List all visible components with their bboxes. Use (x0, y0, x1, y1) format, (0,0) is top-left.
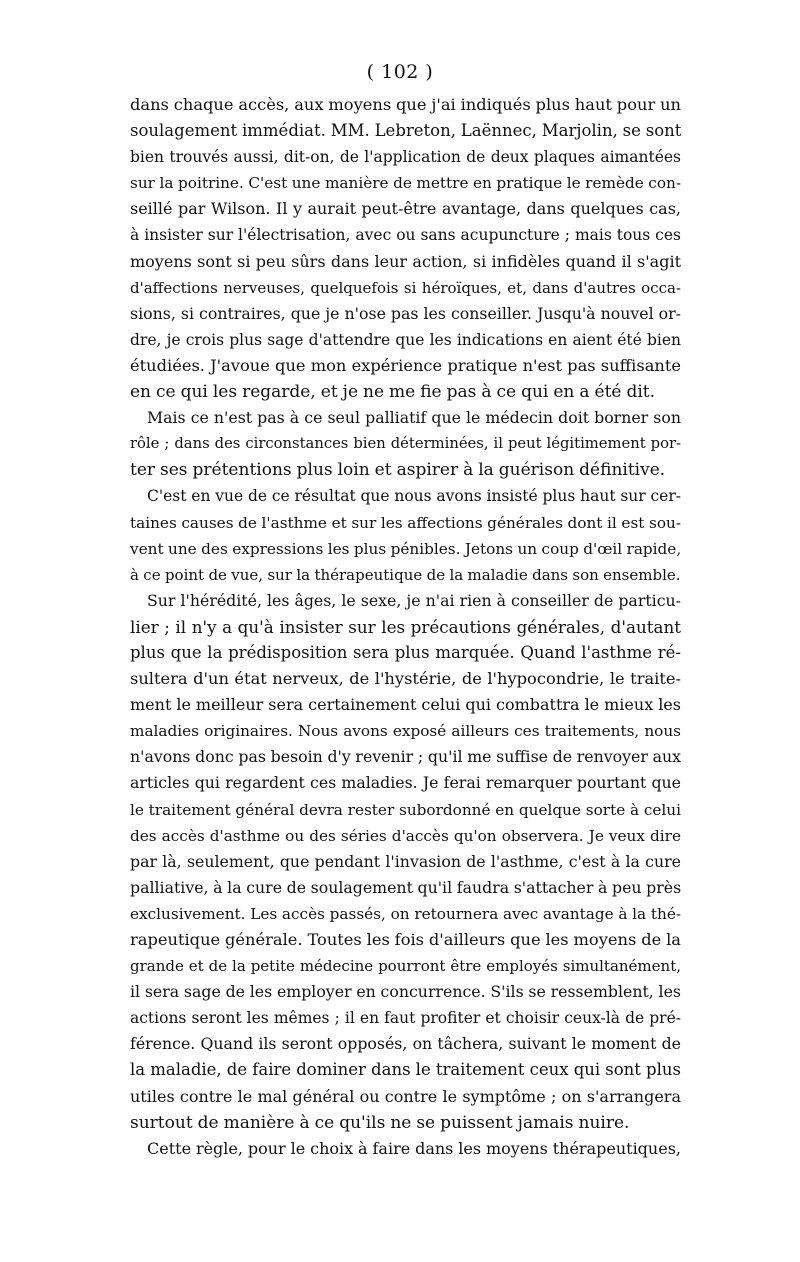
text-line: actions seront les mêmes ; il en faut profiter et choisir ceux-là de pré- (130, 1009, 681, 1028)
text-line: d'affections nerveuses, quelquefois si héroïques, et, dans d'autres occa- (130, 278, 681, 297)
text-line: sultera d'un état nerveux, de l'hystérie, de l'hypocondrie, le traite- (130, 669, 681, 689)
text-line: férence. Quand ils seront opposés, on tâchera, suivant le moment de (130, 1034, 681, 1054)
text-line: le traitement général devra rester subordonné en quelque sorte à celui (130, 800, 681, 819)
text-line: Sur l'hérédité, les âges, le sexe, je n'ai rien à conseiller de particu- (147, 590, 681, 610)
text-line: étudiées. J'avoue que mon expérience pratique n'est pas suffisante (130, 355, 681, 375)
text-line: dre, je crois plus sage d'attendre que les indications en aient été bien (130, 330, 681, 349)
text-line: en ce qui les regarde, et je ne me fie pas à ce qui en a été dit. (130, 382, 656, 403)
text-line: la maladie, de faire dominer dans le traitement ceux qui sont plus (130, 1060, 681, 1080)
text-line: Cette règle, pour le choix à faire dans les moyens thérapeutiques, (147, 1138, 681, 1158)
text-line: surtout de manière à ce qu'ils ne se puissent jamais nuire. (130, 1112, 630, 1133)
text-line: n'avons donc pas besoin d'y revenir ; qu'il me suffise de renvoyer aux (130, 747, 681, 767)
text-line: seillé par Wilson. Il y aurait peut-être avantage, dans quelques cas, (130, 199, 681, 219)
text-line: maladies originaires. Nous avons exposé ailleurs ces traitements, nous (130, 722, 681, 741)
text-line: rapeutique générale. Toutes les fois d'ailleurs que les moyens de la (130, 930, 681, 949)
text-line: ment le meilleur sera certainement celui qui combattra le mieux les (130, 695, 681, 715)
text-line: palliative, à la cure de soulagement qu'il faudra s'attacher à peu près (130, 877, 681, 897)
text-line: Mais ce n'est pas à ce seul palliatif que le médecin doit borner son (147, 408, 681, 428)
text-line: moyens sont si peu sûrs dans leur action, si infidèles quand il s'agit (130, 251, 681, 271)
body-text (130, 92, 681, 1162)
text-line: soulagement immédiat. MM. Lebreton, Laënnec, Marjolin, se sont (130, 121, 681, 141)
text-line: plus que la prédisposition sera plus marquée. Quand l'asthme ré- (130, 642, 681, 662)
text-line: dans chaque accès, aux moyens que j'ai indiqués plus haut pour un (130, 95, 681, 114)
text-line: sur la poitrine. C'est une manière de mettre en pratique le remède con- (130, 174, 681, 193)
text-line: à ce point de vue, sur la thérapeutique de la maladie dans son ensemble. (130, 565, 681, 584)
text-line: vent une des expressions les plus pénibles. Jetons un coup d'œil rapide, (130, 539, 681, 558)
text-line: articles qui regardent ces maladies. Je ferai remarquer pourtant que (130, 773, 681, 793)
text-line: sions, si contraires, que je n'ose pas les conseiller. Jusqu'à nouvel or- (130, 303, 681, 323)
text-line: rôle ; dans des circonstances bien déterminées, il peut légitimement por- (130, 435, 681, 453)
text-line: lier ; il n'y a qu'à insister sur les précautions générales, d'autant (130, 616, 681, 637)
text-line: exclusivement. Les accès passés, on retournera avec avantage à la thé- (130, 904, 681, 923)
text-line: C'est en vue de ce résultat que nous avons insisté plus haut sur cer- (147, 487, 681, 506)
text-line: taines causes de l'asthme et sur les affections générales dont il est sou- (130, 513, 681, 532)
text-line: utiles contre le mal général ou contre le symptôme ; on s'arrangera (130, 1086, 681, 1106)
text-line: grande et de la petite médecine pourront être employés simultanément, (130, 957, 681, 976)
text-line: par là, seulement, que pendant l'invasion de l'asthme, c'est à la cure (130, 851, 681, 871)
text-line: à insister sur l'électrisation, avec ou sans acupuncture ; mais tous ces (130, 226, 681, 245)
text-line: des accès d'asthme ou des séries d'accès qu'on observera. Je veux dire (130, 826, 681, 845)
text-line: ter ses prétentions plus loin et aspirer à la guérison définitive. (130, 460, 666, 481)
text-line: bien trouvés aussi, dit-on, de l'application de deux plaques aimantées (130, 148, 681, 167)
page-number: ( 102 ) (366, 61, 434, 83)
text-line: il sera sage de les employer en concurrence. S'ils se ressemblent, les (130, 982, 681, 1002)
